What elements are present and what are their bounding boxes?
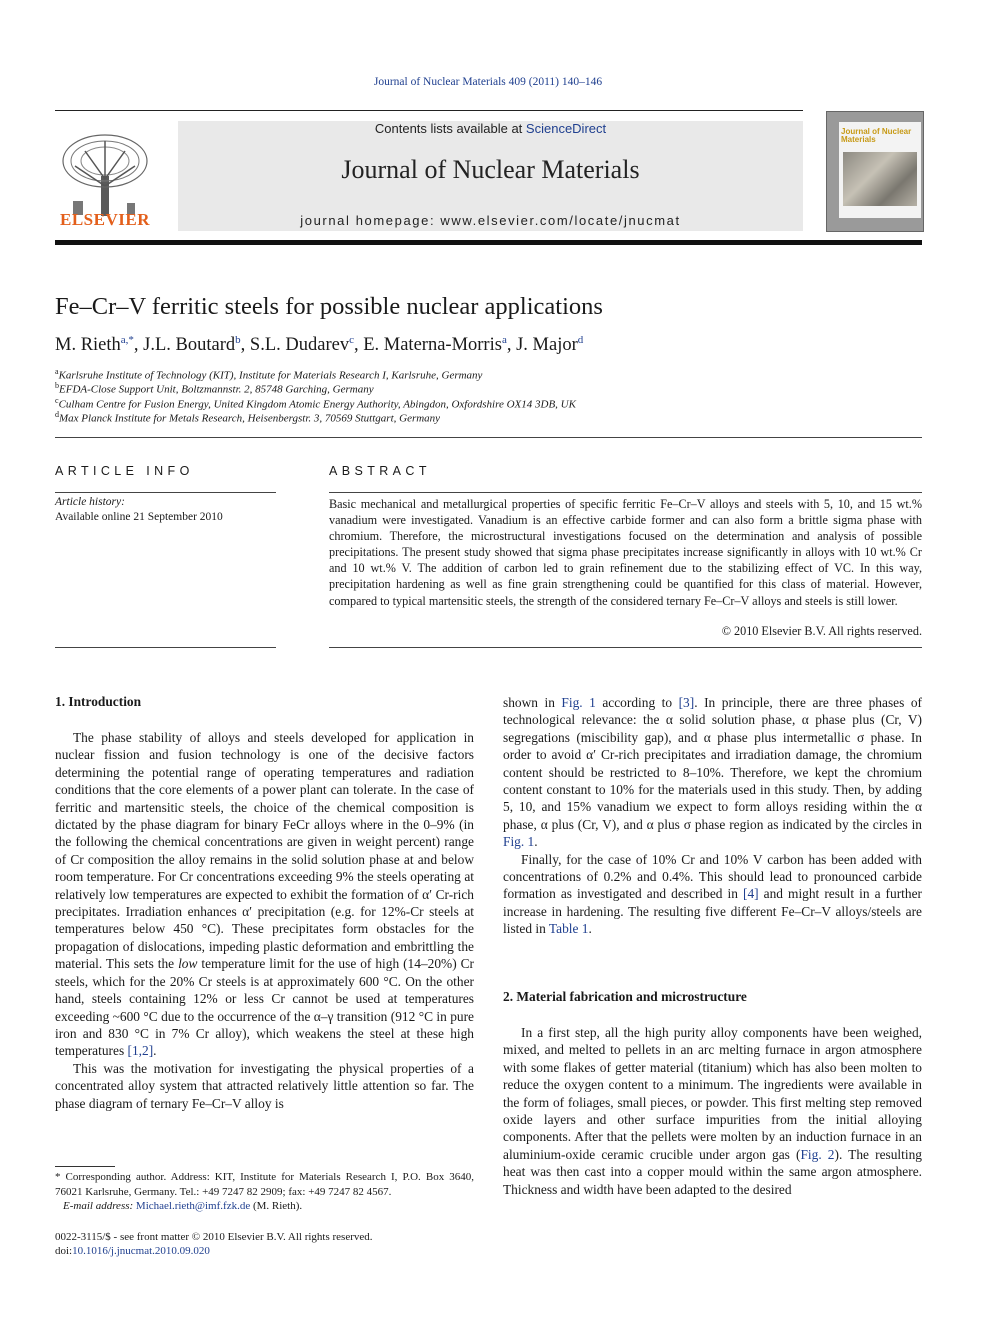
reference-link-3[interactable]: [3] <box>678 695 695 710</box>
footnote-marker: * <box>55 1171 61 1183</box>
corresponding-author-footnote <box>55 1170 474 1214</box>
text-run: according to <box>595 695 679 710</box>
text-emphasis: low <box>178 956 198 972</box>
journal-cover <box>826 111 924 232</box>
text-run: and might result in a further increase in hardening. The resulting five different Fe–Cr–V alloys/steels are listed in <box>503 886 922 937</box>
affiliation-text: Culham Centre for Fusion Energy, United Kingdom Atomic Energy Authority, Abingdon, Oxfordshire OX14 3DB, UK <box>58 398 576 411</box>
affiliation-text: Karlsruhe Institute of Technology (KIT), Institute for Materials Research I, Karlsruhe, Germany <box>58 369 483 382</box>
left-column <box>55 729 474 1112</box>
author-name: J. Major <box>516 335 578 356</box>
intro-paragraph-1 <box>55 729 474 1060</box>
sciencedirect-link[interactable]: ScienceDirect <box>525 121 607 136</box>
cover-image <box>843 152 917 206</box>
contents-prefix: Contents lists available at <box>374 121 523 136</box>
journal-citation[interactable]: Journal of Nuclear Materials 409 (2011) 140–146 <box>373 76 603 88</box>
text-run: temperature limit for the use of high (14–20%) Cr steels, which for the 20% Cr steels is at approximately 600 °C. On the other hand, steels containing 12% or less Cr cannot be used at temperatures exceeding ~600 °C due to the occurrence of the α–γ transition (912 °C in pure iron and 830 °C in 7% Cr alloy), which weakens the steel at these high temperatures <box>55 956 474 1059</box>
reference-link-4[interactable]: [4] <box>742 886 759 902</box>
author-name: J.L. Boutard <box>143 335 236 356</box>
affiliation-marker: c <box>55 396 59 405</box>
footnote-rule <box>55 1166 115 1167</box>
email-suffix: (M. Rieth). <box>250 1200 303 1212</box>
footnote-email-line <box>55 1199 474 1214</box>
author-affiliation-marker[interactable]: a,* <box>120 334 134 346</box>
elsevier-wordmark: ELSEVIER <box>60 210 150 229</box>
figure-2-link[interactable]: Fig. 2 <box>800 1146 835 1162</box>
author-affiliation-marker[interactable]: d <box>577 334 584 346</box>
affiliation-marker: a <box>55 367 59 376</box>
section-2-heading: 2. Material fabrication and microstructure <box>503 989 747 1004</box>
text-run: . <box>153 1043 157 1059</box>
figure-1-link[interactable]: Fig. 1 <box>503 834 535 850</box>
intro-paragraph-2-cont <box>503 694 922 851</box>
text-run: shown in <box>503 695 562 710</box>
article-info-heading: ARTICLE INFO <box>55 464 194 478</box>
figure-1-link[interactable]: Fig. 1 <box>561 695 596 710</box>
abstract-heading: ABSTRACT <box>329 464 431 478</box>
email-label: E-mail address: <box>63 1200 134 1212</box>
affiliation-a <box>55 367 482 382</box>
abstract-bottom-rule <box>329 647 922 648</box>
affiliation-marker: b <box>55 381 59 390</box>
footnote-text: Corresponding author. Address: KIT, Institute for Materials Research I, P.O. Box 3640, 76021 Karlsruhe, Germany. Tel.: +49 7247 82 2909; fax: +49 7247 82 4567. <box>55 1171 474 1198</box>
section-1-heading: 1. Introduction <box>55 694 142 709</box>
author-affiliation-marker[interactable]: a <box>501 334 507 346</box>
history-value: Available online 21 September 2010 <box>55 511 223 523</box>
paper-title: Fe–Cr–V ferritic steels for possible nuclear applications <box>55 293 603 320</box>
section-2-paragraph-1 <box>503 1024 922 1198</box>
affiliation-d <box>55 410 440 425</box>
article-info-bottom-rule <box>55 647 276 648</box>
intro-paragraph-2: This was the motivation for investigating the physical properties of a concentrated alloy system that attracted relatively little attention so far. The phase diagram of ternary Fe–Cr–V alloy is <box>55 1060 474 1111</box>
text-run: ). The resulting heat was then cast into a copper mould within the same argon atmosphere. Thickness and width have been adapted to the desired <box>503 1146 922 1197</box>
affiliation-b <box>55 381 374 396</box>
author-affiliation-marker[interactable]: b <box>235 334 241 346</box>
author-separator: , <box>240 335 250 356</box>
article-info-rule <box>55 492 276 493</box>
doi-prefix: doi: <box>55 1245 73 1257</box>
abstract-copyright: © 2010 Elsevier B.V. All rights reserved. <box>721 624 922 638</box>
history-label: Article history: <box>55 496 125 508</box>
header-thick-rule <box>55 240 922 245</box>
affiliation-text: Max Planck Institute for Metals Research, Heisenbergstr. 3, 70569 Stuttgart, Germany <box>59 412 441 425</box>
author-separator: , <box>133 335 144 356</box>
author-name: M. Rieth <box>55 335 121 356</box>
affiliation-text: EFDA-Close Support Unit, Boltzmannstr. 2, 85748 Garching, Germany <box>59 383 374 396</box>
doi-link[interactable]: 10.1016/j.jnucmat.2010.09.020 <box>72 1245 210 1257</box>
doi-line <box>55 1245 210 1257</box>
text-run: The phase stability of alloys and steels developed for application in nuclear fission and fusion technology is one of the decisive factors determining the potential range of operating temperatures and radiation conditions that the core elements of a power plant can tolerate. In the case of ferritic and martensitic steels, the choice of the chemical composition is dictated by the phase diagram for binary FeCr alloys where in the 0–9% (in the following the chemical concentrations are given in weight percent) range of Cr composition the alloy remains in the solid solution phase at and below room temperature. For Cr concentrations exceeding 9% the steels operating at relatively low temperatures are expected to exhibit the formation of α′ Cr-rich precipitates. Irradiation enhances α′ precipitation (e.g. for 12%-Cr steels at temperatures below 450 °C). These precipitates form obstacles for the propagation of dislocations, impeding plastic deformation and embrittling the material. This sets the <box>55 730 474 972</box>
author-affiliation-marker[interactable]: c <box>349 334 354 346</box>
reference-link-1-2[interactable]: [1,2] <box>127 1043 154 1059</box>
affiliation-marker: d <box>55 410 59 419</box>
table-1-link[interactable]: Table 1 <box>548 921 589 937</box>
author-name: E. Materna-Morris <box>363 335 502 356</box>
author-name: S.L. Dudarev <box>249 335 350 356</box>
text-run: Finally, for the case of 10% Cr and 10% V carbon has been added with concentrations of 0.2% and 0.4%. This should lead to pronounced carbide formation as investigated and described in <box>503 851 922 902</box>
section-rule <box>55 437 922 438</box>
author-separator: , <box>506 335 517 356</box>
author-separator: , <box>353 335 364 356</box>
text-run: In a first step, all the high purity alloy components have been weighed, mixed, and melted to pellets in an arc melting furnace in argon atmosphere with some flakes of getter material (titanium) which has also been molten to reduce the oxygen content to a minimum. The ingredients were available in the form of foliages, small pieces, or powder. This first melting step removed oxide layers and other surface impurities from the initial alloying components. After that the pellets were molten by an induction furnace in an aluminium-oxide ceramic crucible under argon gas ( <box>503 1025 922 1162</box>
cover-title: Journal of Nuclear Materials <box>841 127 912 144</box>
cover-inner <box>839 122 921 218</box>
text-run: . <box>534 834 538 850</box>
affiliation-c <box>55 396 576 411</box>
journal-banner <box>178 121 803 231</box>
email-link[interactable]: Michael.rieth@imf.fzk.de <box>135 1200 251 1212</box>
journal-title: Journal of Nuclear Materials <box>341 155 640 184</box>
journal-homepage[interactable]: journal homepage: www.elsevier.com/locate/jnucmat <box>300 213 681 228</box>
abstract-rule <box>329 492 922 493</box>
header-rule <box>55 110 803 111</box>
text-run: . <box>588 921 592 937</box>
right-column-top <box>503 694 922 938</box>
issn-line: 0022-3115/$ - see front matter © 2010 Elsevier B.V. All rights reserved. <box>55 1231 373 1243</box>
author-list <box>55 334 583 356</box>
footnote-line <box>55 1170 474 1199</box>
right-column-bottom <box>503 1024 922 1198</box>
abstract-text: Basic mechanical and metallurgical properties of specific ferritic Fe–Cr–V alloys and steels with 5, 10, and 15 wt.% vanadium were investigated. Vanadium is an effective carbide former and can also form a brittle sigma phase with chromium. Therefore, the microstructural investigations focused on the determination and analysis of possible precipitations. The present study showed that sigma phase precipitates increase significantly in alloys with 10 wt.% Cr and 10 wt.% V. The addition of carbon led to grain refinement due to the stabilizing effect of VC. In this way, precipitation hardening as well as fine grain strengthening could be quantified for this class of material. However, compared to typical martensitic steels, the strength of the considered ternary Fe–Cr–V alloys and steels is still lower. <box>329 497 922 608</box>
text-run: . In principle, there are three phases of technological relevance: the α solid solution phase, α phase plus (Cr, V) segregations (miscibility gap), and α phase plus intermetallic σ phase. In order to avoid α′ Cr-rich precipitates and irradiation damage, the chromium content should be restricted to 8–10%. Therefore, we kept the chromium content constant to 10% for the materials used in this study. Then, by adding 5, 10, and 15% vanadium we expect to form alloys residing within the α phase, α plus (Cr, V), and α plus σ phase region as indicated by the circles in <box>503 695 922 832</box>
intro-paragraph-3 <box>503 851 922 938</box>
contents-line <box>178 121 803 136</box>
